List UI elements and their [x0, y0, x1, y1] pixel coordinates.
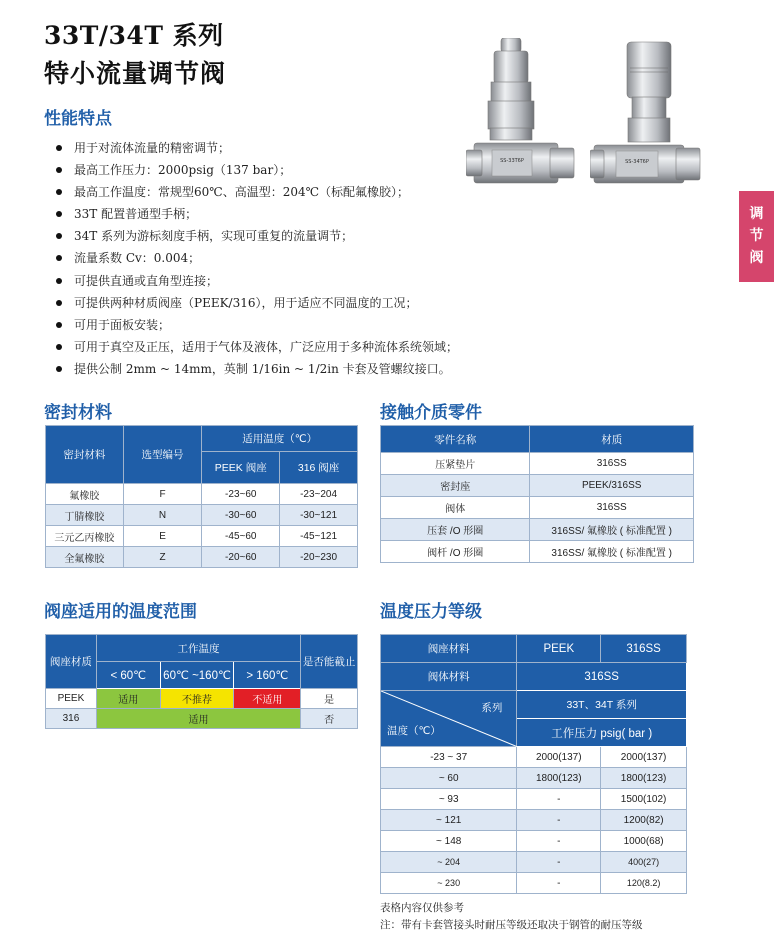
pr-peek-cell: 2000(137) — [517, 747, 601, 768]
side-tab-char: 阀 — [749, 250, 764, 266]
feature-text: 可提供两种材质阀座（PEEK/316），用于适应不同温度的工况； — [74, 295, 418, 310]
pr-316-cell: 400(27) — [601, 852, 687, 873]
bullet-icon — [56, 278, 62, 284]
bullet-icon — [56, 255, 62, 261]
wetted-part-cell: 压紧垫片 — [381, 453, 530, 475]
seal-316-cell: -30~121 — [280, 505, 358, 526]
seal-peek-cell: -20~60 — [202, 547, 280, 568]
seat-h-shutoff: 是否能截止 — [301, 635, 358, 689]
pr-316-cell: 1500(102) — [601, 789, 687, 810]
range-high: > 160℃ — [234, 662, 301, 689]
pr-peek-cell: - — [517, 831, 601, 852]
peek-shutoff-cell: 是 — [301, 689, 358, 709]
pr-temp-cell: ~ 93 — [381, 789, 517, 810]
seal-peek-cell: -23~60 — [202, 484, 280, 505]
bullet-icon — [56, 233, 62, 239]
pr-316-cell: 1200(82) — [601, 810, 687, 831]
seat-h-work-temp: 工作温度 — [96, 635, 300, 662]
seal-316-cell: -45~121 — [280, 526, 358, 547]
s316-range-cell: 适用 — [96, 709, 300, 729]
valve-33t-image — [466, 38, 584, 198]
pr-peek-cell: - — [517, 873, 601, 894]
wetted-material-cell: 316SS — [530, 453, 694, 475]
seal-code-cell: Z — [123, 547, 202, 568]
seal-peek-cell: -30~60 — [202, 505, 280, 526]
footnote-note: 注：带有卡套管接头时耐压等级还取决于钢管的耐压等级 — [380, 919, 643, 931]
seal-material-cell: 氟橡胶 — [46, 484, 124, 505]
table-row — [381, 852, 687, 873]
feature-text: 可用于面板安装； — [74, 317, 171, 332]
footnote-reference: 表格内容仅供参考 — [380, 902, 464, 914]
feature-text: 用于对流体流量的精密调节； — [74, 141, 231, 155]
seal-h-316: 316 阀座 — [280, 452, 358, 484]
s316-shutoff-cell: 否 — [301, 709, 358, 729]
wetted-part-cell: 压套 /O 形圈 — [381, 519, 530, 541]
features-list — [56, 137, 458, 380]
seat-temp-heading: 阀座适用的温度范围 — [44, 602, 197, 622]
seal-316-cell: -20~230 — [280, 547, 358, 568]
seal-code-cell: F — [123, 484, 202, 505]
feature-item — [56, 247, 458, 269]
feature-text: 可用于真空及正压，适用于气体及液体，广泛应用于多种流体系统领域； — [74, 339, 459, 354]
pr-seat-peek: PEEK — [517, 635, 601, 663]
bullet-icon — [56, 344, 62, 350]
seal-material-cell: 丁腈橡胶 — [46, 505, 124, 526]
feature-text: 33T 配置普通型手柄； — [74, 207, 198, 222]
pr-316-cell: 2000(137) — [601, 747, 687, 768]
table-row — [46, 689, 358, 709]
bullet-icon — [56, 145, 62, 151]
pr-series-label: 系列 — [481, 702, 503, 714]
pr-body-value: 316SS — [517, 663, 687, 691]
valve-33t-label: SS-33T6P — [500, 158, 524, 164]
table-row — [381, 541, 694, 563]
pr-temp-cell: -23 ~ 37 — [381, 747, 517, 768]
seal-h-code: 选型编号 — [123, 426, 202, 484]
pr-peek-cell: 1800(123) — [517, 768, 601, 789]
table-row — [381, 789, 687, 810]
wetted-h-part: 零件名称 — [381, 426, 530, 453]
category-side-tab[interactable] — [739, 191, 774, 282]
pr-wp-label: 工作压力 psig( bar ) — [517, 719, 687, 747]
peek-mid-cell: 不推荐 — [160, 689, 234, 709]
wetted-material-cell: 316SS/ 氟橡胶 ( 标准配置 ) — [530, 519, 694, 541]
table-row — [46, 547, 358, 568]
pr-peek-cell: - — [517, 810, 601, 831]
bullet-icon — [56, 322, 62, 328]
seal-h-temp: 适用温度（℃） — [202, 426, 358, 452]
peek-high-cell: 不适用 — [234, 689, 301, 709]
pr-316-cell: 120(8.2) — [601, 873, 687, 894]
pr-seat-label: 阀座材料 — [381, 635, 517, 663]
pr-316-cell: 1000(68) — [601, 831, 687, 852]
wetted-part-cell: 密封座 — [381, 475, 530, 497]
table-row — [381, 810, 687, 831]
bullet-icon — [56, 167, 62, 173]
pr-temp-cell: ~ 60 — [381, 768, 517, 789]
seal-material-cell: 三元乙丙橡胶 — [46, 526, 124, 547]
page-title-series: 33T/34T 系列 — [44, 21, 224, 50]
seal-material-heading: 密封材料 — [44, 403, 112, 423]
table-row — [46, 526, 358, 547]
wetted-material-cell: 316SS — [530, 497, 694, 519]
pr-temp-cell: ~ 204 — [381, 852, 517, 873]
features-heading: 性能特点 — [44, 109, 112, 129]
pr-peek-cell: - — [517, 852, 601, 873]
table-row — [381, 519, 694, 541]
pr-peek-cell: - — [517, 789, 601, 810]
wetted-material-cell: PEEK/316SS — [530, 475, 694, 497]
feature-text: 最高工作温度：常规型60℃、高温型：204℃（标配氟橡胶）； — [74, 185, 410, 200]
feature-text: 流量系数 Cv：0.004； — [74, 251, 201, 266]
seal-code-cell: N — [123, 505, 202, 526]
feature-item — [56, 336, 458, 358]
feature-item — [56, 137, 458, 159]
side-tab-char: 节 — [749, 228, 764, 244]
table-row — [381, 747, 687, 768]
bullet-icon — [56, 211, 62, 217]
seat-h-material: 阀座材质 — [46, 635, 97, 689]
page-title-product: 特小流量调节阀 — [44, 59, 227, 88]
range-low: < 60℃ — [96, 662, 160, 689]
wetted-material-cell: 316SS/ 氟橡胶 ( 标准配置 ) — [530, 541, 694, 563]
feature-item — [56, 270, 458, 292]
seat-name-cell: 316 — [46, 709, 97, 729]
feature-text: 34T 系列为游标刻度手柄，实现可重复的流量调节； — [74, 229, 354, 244]
valve-34t-label: SS-34T6P — [625, 159, 649, 165]
feature-text: 提供公制 2mm ~ 14mm，英制 1/16in ~ 1/2in 卡套及管螺纹接口。 — [74, 361, 451, 376]
wetted-part-cell: 阀体 — [381, 497, 530, 519]
pr-body-label: 阀体材料 — [381, 663, 517, 691]
wetted-parts-table — [380, 425, 694, 563]
wetted-parts-heading: 接触介质零件 — [380, 403, 482, 423]
table-row — [381, 475, 694, 497]
seal-material-cell: 全氟橡胶 — [46, 547, 124, 568]
table-row — [46, 484, 358, 505]
seal-h-material: 密封材料 — [46, 426, 124, 484]
table-row — [46, 505, 358, 526]
pr-seat-316: 316SS — [601, 635, 687, 663]
pr-temp-cell: ~ 121 — [381, 810, 517, 831]
table-row — [381, 831, 687, 852]
seal-material-table — [45, 425, 358, 568]
peek-low-cell: 适用 — [96, 689, 160, 709]
wetted-h-material: 材质 — [530, 426, 694, 453]
seal-h-peek: PEEK 阀座 — [202, 452, 280, 484]
seat-name-cell: PEEK — [46, 689, 97, 709]
valve-34t-image — [590, 38, 708, 198]
feature-item — [56, 203, 458, 225]
pr-temp-label: 温度（℃） — [387, 725, 441, 737]
bullet-icon — [56, 300, 62, 306]
pr-temp-cell: ~ 148 — [381, 831, 517, 852]
bullet-icon — [56, 189, 62, 195]
feature-item — [56, 225, 458, 247]
feature-item — [56, 358, 458, 380]
pressure-rating-table — [380, 634, 687, 895]
table-row — [46, 709, 358, 729]
pr-316-cell: 1800(123) — [601, 768, 687, 789]
seal-peek-cell: -45~60 — [202, 526, 280, 547]
seal-316-cell: -23~204 — [280, 484, 358, 505]
table-row — [381, 453, 694, 475]
pr-diagonal-header — [381, 691, 517, 747]
pr-temp-cell: ~ 230 — [381, 873, 517, 894]
pressure-rating-heading: 温度压力等级 — [380, 602, 482, 622]
wetted-part-cell: 阀杆 /O 形圈 — [381, 541, 530, 563]
feature-item — [56, 159, 458, 181]
pr-series-value: 33T、34T 系列 — [517, 691, 687, 719]
range-mid: 60℃ ~160℃ — [160, 662, 234, 689]
seal-code-cell: E — [123, 526, 202, 547]
table-row — [381, 497, 694, 519]
side-tab-char: 调 — [749, 206, 764, 222]
table-row — [381, 873, 687, 894]
feature-text: 最高工作压力：2000psig（137 bar）； — [74, 163, 292, 178]
bullet-icon — [56, 366, 62, 372]
table-row — [381, 768, 687, 789]
feature-text: 可提供直通或直角型连接； — [74, 273, 219, 288]
feature-item — [56, 292, 458, 314]
feature-item — [56, 181, 458, 203]
feature-item — [56, 314, 458, 336]
seat-temp-table — [45, 634, 358, 729]
